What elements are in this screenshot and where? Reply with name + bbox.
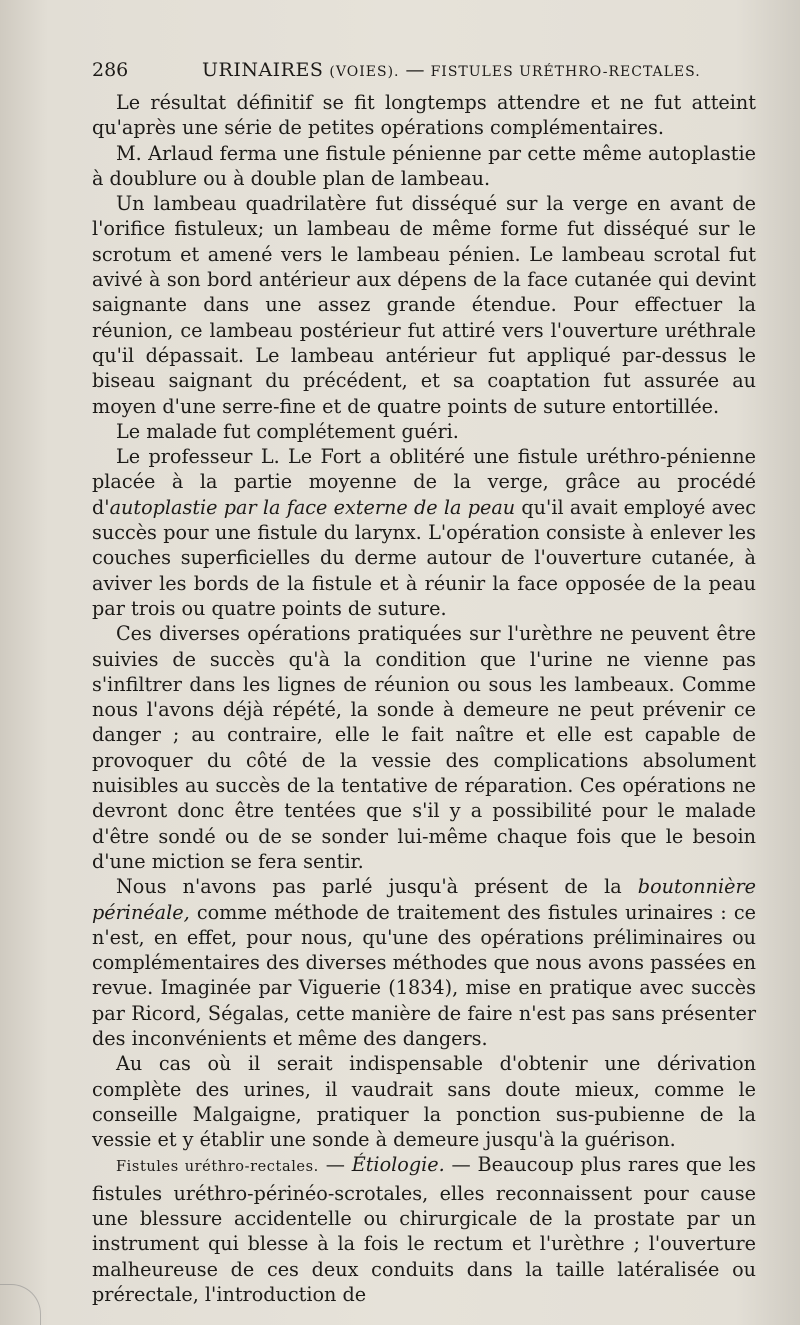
page-body — [92, 90, 756, 1307]
paragraph-9 — [92, 1152, 756, 1307]
paragraph-3: Un lambeau quadrilatère fut disséqué sur la verge en avant de l'orifice fistuleux; un lambeau de même forme fut disséqué sur le scrotum et amené vers le lambeau pénien. Le lambeau scrotal fut avivé à son bord antérieur aux dépens de la face cutanée qui devint saignante dans une assez grande étendue. Pour effectuer la réunion, ce lambeau postérieur fut attiré vers l'ouverture uréthrale qu'il dépassait. Le lambeau antérieur fut appliqué par-dessus le biseau saignant du précédent, et sa coaptation fut assurée au moyen d'une serre-fine et de quatre points de suture entortillée. — [92, 192, 756, 418]
paragraph-7-text-a: Nous n'avons pas parlé jusqu'à présent de la — [116, 875, 638, 899]
paragraph-2: M. Arlaud ferma une fistule pénienne par cette même autoplastie à doublure ou à double plan de lambeau. — [92, 141, 756, 190]
running-header — [92, 58, 752, 84]
paragraph-7 — [92, 874, 756, 1051]
paragraph-7-emphasis: boutonnière périnéale, — [92, 875, 756, 924]
header-section: FISTULES URÉTHRO-RECTALES. — [430, 64, 701, 80]
paragraph-4: Le malade fut complétement guéri. — [116, 419, 459, 443]
paragraph-5-emphasis: autoplastie par la face externe de la peau — [109, 495, 516, 519]
subsection-heading: Étiologie. — [351, 1153, 445, 1177]
paragraph-9-dash: — — [318, 1153, 352, 1177]
section-heading: Fistules uréthro-rectales. — [116, 1159, 319, 1176]
paragraph-1: Le résultat définitif se fit longtemps attendre et ne fut atteint qu'après une série de petites opérations complémentaires. — [92, 91, 756, 140]
paragraph-6: Ces diverses opérations pratiquées sur l'urèthre ne peuvent être suivies de succès qu'à la condition que l'urine ne vienne pas s'infiltrer dans les lignes de réunion ou sous les lambeaux. Comme nous l'avons déjà répété, la sonde à demeure ne peut prévenir ce danger ; au contraire, elle le fait naître et elle est capable de provoquer du côté de la vessie des complications absolument nuisibles au succès de la tentative de réparation. Ces opérations ne devront donc être tentées que s'il y a possibilité pour le malade d'être sondé ou de se sonder lui-même chaque fois que le besoin d'une miction se fera sentir. — [92, 622, 756, 873]
paragraph-5-text-a: Le professeur L. Le Fort a oblitéré une fistule uréthro-pénienne placée à la partie moyenne de la verge, grâce au procédé d' — [92, 445, 756, 519]
header-title: URINAIRES — [202, 59, 324, 81]
header-title-paren: (VOIES). — [329, 64, 400, 80]
paragraph-8: Au cas où il serait indispensable d'obtenir une dérivation complète des urines, il vaudrait sans doute mieux, comme le conseille Malgaigne, pratiquer la ponction sus-pubienne de la vessie et y établir une sonde à demeure jusqu'à la guérison. — [92, 1052, 756, 1152]
paragraph-9-text: — Beaucoup plus rares que les fistules uréthro-périnéo-scrotales, elles reconnaissent pour cause une blessure accidentelle ou chirurgicale de la prostate par un instrument qui blesse à la fois le rectum et l'urèthre ; l'ouverture malheureuse de ces deux conduits dans la taille latéralisée ou prérectale, l'introduction de — [92, 1153, 756, 1306]
paragraph-7-text-b: comme méthode de traitement des fistules urinaires : ce n'est, en effet, pour nous, qu'une des opérations préliminaires ou complémentaires des diverses méthodes que nous avons passées en revue. Imaginée par Viguerie (1834), mise en pratique avec succès par Ricord, Ségalas, cette manière de faire n'est pas sans présenter des inconvénients et même des dangers. — [92, 900, 756, 1050]
paragraph-5-text-b: qu'il avait employé avec succès pour une fistule du larynx. L'opération consiste à enlever les couches superficielles du derme autour de l'ouverture cutanée, à aviver les bords de la fistule et à réunir la face opposée de la peau par trois ou quatre points de suture. — [92, 495, 756, 620]
page-corner-curl — [0, 1284, 41, 1325]
paragraph-5 — [92, 444, 756, 621]
header-dash: — — [405, 59, 425, 81]
page-number: 286 — [92, 59, 129, 81]
